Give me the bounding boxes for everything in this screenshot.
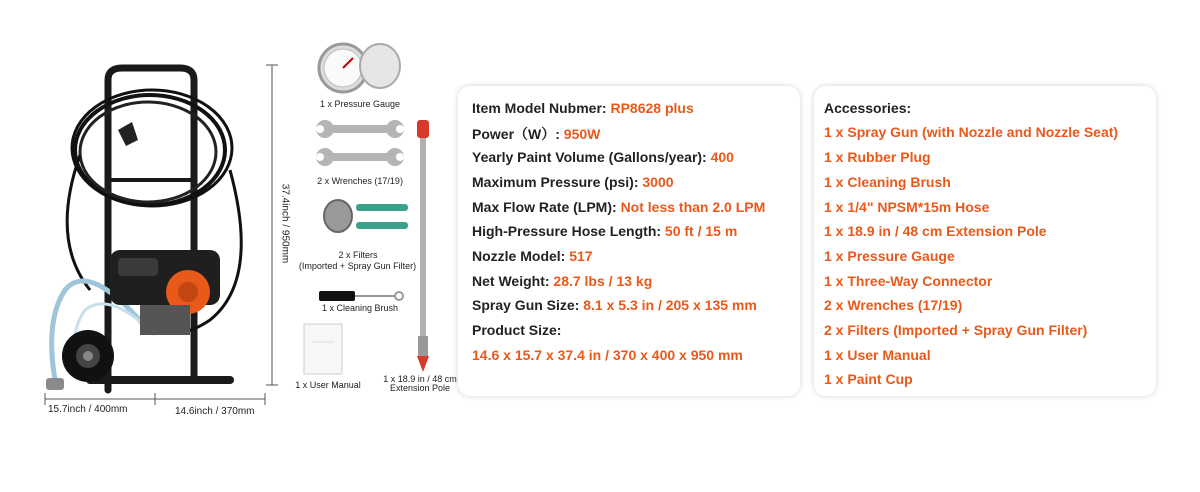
filters-caption-line1: 2 x Filters [338,250,378,260]
wrenches-caption: 2 x Wrenches (17/19) [317,176,403,186]
spec-nozzle: Nozzle Model: 517 [472,248,593,264]
user-manual-image [302,322,344,376]
pressure-gauge-caption: 1 x Pressure Gauge [319,99,401,109]
cleaning-brush-image [315,288,405,304]
extension-pole-caption-line1: 1 x 18.9 in / 48 cm [383,374,457,384]
spec-model: Item Model Nubmer: RP8628 plus [472,100,694,116]
spec-flow-rate: Max Flow Rate (LPM): Not less than 2.0 LPM [472,199,766,215]
accessory-item: 1 x Rubber Plug [824,149,931,165]
filters-image [322,196,412,238]
extension-pole-caption-line2: Extension Pole [389,383,451,393]
paint-sprayer-image [30,60,270,405]
spec-paint-volume: Yearly Paint Volume (Gallons/year): 400 [472,149,734,165]
pressure-gauge-image [315,40,405,96]
spec-power: Power（W）: 950W [472,126,601,142]
user-manual-caption: 1 x User Manual [295,380,361,390]
depth-label: 14.6inch / 370mm [175,406,255,417]
filters-caption-line2: (Imported + Spray Gun Filter) [298,261,417,271]
extension-pole-image [405,118,437,374]
accessory-item: 1 x Paint Cup [824,371,913,387]
accessory-item: 1 x 1/4" NPSM*15m Hose [824,199,990,215]
accessory-item: 2 x Filters (Imported + Spray Gun Filter) [824,322,1088,338]
width-label: 15.7inch / 400mm [48,404,128,415]
accessory-item: 1 x User Manual [824,347,931,363]
accessory-item: 1 x 18.9 in / 48 cm Extension Pole [824,223,1047,239]
spec-product-size-value: 14.6 x 15.7 x 37.4 in / 370 x 400 x 950 mm [472,347,743,363]
spec-net-weight: Net Weight: 28.7 lbs / 13 kg [472,273,653,289]
spec-product-size-label: Product Size: [472,322,562,338]
accessory-item: 1 x Cleaning Brush [824,174,951,190]
wrenches-image [315,115,405,175]
height-label: 37.4inch / 950mm [279,183,291,264]
accessories-heading: Accessories: [824,100,912,116]
depth-dimension-line [150,392,270,406]
specs-panel [458,86,800,396]
accessory-item: 1 x Pressure Gauge [824,248,955,264]
spec-gun-size: Spray Gun Size: 8.1 x 5.3 in / 205 x 135 mm [472,297,757,313]
spec-hose-length: High-Pressure Hose Length: 50 ft / 15 m [472,223,738,239]
cleaning-brush-caption: 1 x Cleaning Brush [321,303,399,313]
accessories-panel [814,86,1156,396]
accessory-item: 1 x Spray Gun (with Nozzle and Nozzle Seat) [824,124,1119,140]
accessory-item: 1 x Three-Way Connector [824,273,993,289]
spec-max-pressure: Maximum Pressure (psi): 3000 [472,174,674,190]
accessory-item: 2 x Wrenches (17/19) [824,297,963,313]
